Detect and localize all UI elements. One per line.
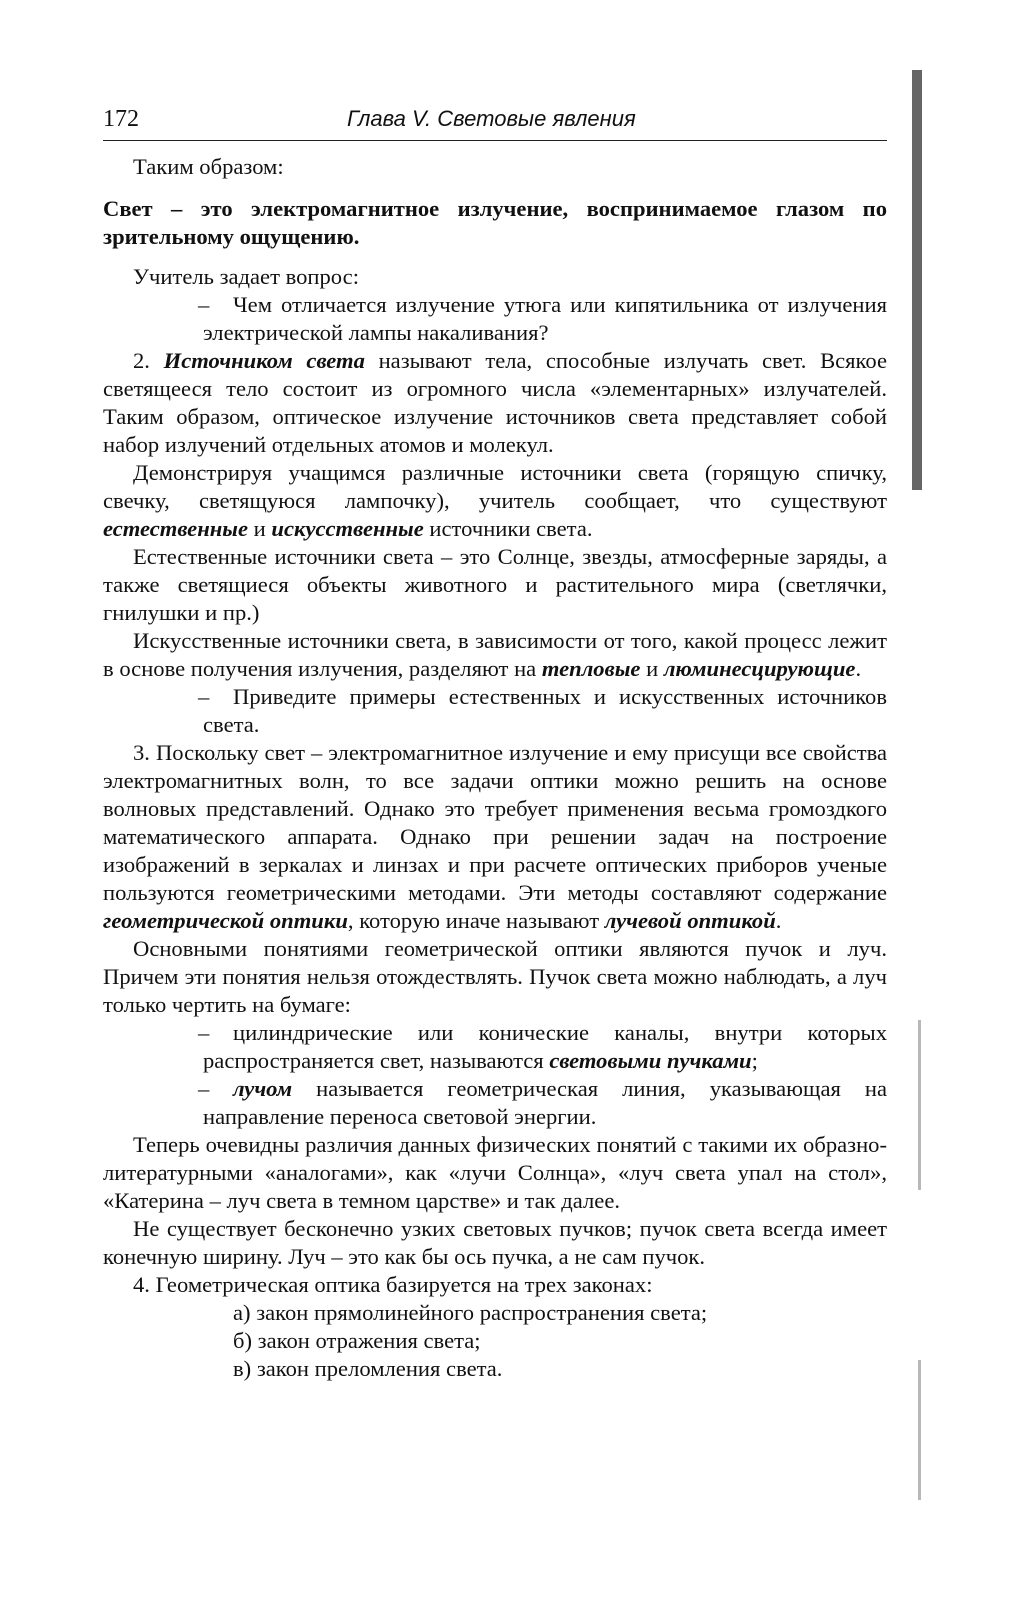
paragraph-text: Демонстрируя учащимся различные источники света (горящую спичку, свечку, светящуюся лампочку), учитель сообщает, что существуют xyxy=(103,460,887,513)
paragraph-artificial-sources xyxy=(103,627,887,683)
paragraph-beam-width: Не существует бесконечно узких световых пучков; пучок света всегда имеет конечную ширину. Луч – это как бы ось пучка, а не сам пучок. xyxy=(103,1216,887,1269)
conjunction: и xyxy=(646,656,659,681)
question-text: Приведите примеры естественных и искусственных источников света. xyxy=(203,684,887,737)
paragraph-analogies: Теперь очевидны различия данных физических понятий с такими их образно-литературными «аналогами», как «лучи Солнца», «луч света упал на стол», «Катерина – луч света в темном царстве» и так далее. xyxy=(103,1132,887,1213)
conjunction: и xyxy=(253,516,266,541)
dash-marker: – xyxy=(198,292,210,317)
definition-light: Свет – это электромагнитное излучение, воспринимаемое глазом по зрительному ощущению. xyxy=(103,196,887,249)
dash-marker: – xyxy=(198,1076,210,1101)
dash-marker: – xyxy=(198,1020,210,1045)
scan-edge-shadow xyxy=(918,1360,921,1500)
paragraph-intro: Таким образом: xyxy=(133,154,284,179)
list-text: цилиндрические или конические каналы, внутри которых распространяется свет, называются xyxy=(203,1020,887,1073)
list-item xyxy=(103,1075,887,1131)
term-geometric-optics: геометрической оптики xyxy=(103,908,348,933)
term-thermal: тепловые xyxy=(541,656,641,681)
paragraph-light-sources xyxy=(103,347,887,459)
paragraph-text: называют тела, способные излучать свет. Всякое светящееся тело состоит из огромного числа «элементарных» излучателей. Таким образом, оптическое излучение источников света представляет собой набор излучений отдельных атомов и молекул. xyxy=(103,348,887,457)
paragraph-demonstration xyxy=(103,459,887,543)
paragraph-teacher-question: Учитель задает вопрос: xyxy=(133,264,359,289)
dash-marker: – xyxy=(198,684,210,709)
question-item xyxy=(103,291,887,347)
term-light-beams: световыми пучками xyxy=(549,1048,752,1073)
question-item xyxy=(103,683,887,739)
law-item: а) закон прямолинейного распространения света; xyxy=(233,1300,708,1325)
list-item xyxy=(103,1019,887,1075)
question-text: Чем отличается излучение утюга или кипятильника от излучения электрической лампы накаливания? xyxy=(203,292,887,345)
paragraph-text: , которую иначе называют xyxy=(347,908,600,933)
term-natural: естественные xyxy=(103,516,249,541)
page-body xyxy=(103,144,887,1383)
list-text: называется геометрическая линия, указывающая на направление переноса световой энергии. xyxy=(203,1076,887,1129)
section-number: 2. xyxy=(133,348,150,373)
page-number: 172 xyxy=(103,106,139,132)
running-title: Глава V. Световые явления xyxy=(347,106,636,131)
paragraph-natural-sources: Естественные источники света – это Солнце, звезды, атмосферные заряды, а также светящиеся объекты животного и растительного мира (светлячки, гнилушки и пр.) xyxy=(103,544,887,625)
page-header xyxy=(103,104,887,141)
term-light-source: Источником света xyxy=(163,348,365,373)
period: . xyxy=(855,656,862,681)
law-item: б) закон отражения света; xyxy=(233,1328,481,1353)
paragraph-geometric-optics xyxy=(103,739,887,935)
period: . xyxy=(775,908,782,933)
semicolon: ; xyxy=(751,1048,758,1073)
paragraph-beam-and-ray: Основными понятиями геометрической оптики являются пучок и луч. Причем эти понятия нельзя отождествлять. Пучок света можно наблюдать, а луч только чертить на бумаге: xyxy=(103,936,887,1017)
term-artificial: искусственные xyxy=(271,516,424,541)
paragraph-text: 3. Поскольку свет – электромагнитное излучение и ему присущи все свойства электромагнитных волн, то все задачи оптики можно решить на основе волновых представлений. Однако это требует применения весьма громоздкого математического аппарата. Однако при решении задач на построение изображений в зеркалах и линзах и при расчете оптических приборов ученые пользуются геометрическими методами. Эти методы составляют содержание xyxy=(103,740,887,905)
scan-edge-shadow xyxy=(912,70,922,490)
term-ray: лучом xyxy=(233,1076,293,1101)
paragraph-text: источники света. xyxy=(429,516,593,541)
scan-edge-shadow xyxy=(918,1020,921,1190)
term-ray-optics: лучевой оптикой xyxy=(604,908,776,933)
paragraph-laws-intro: 4. Геометрическая оптика базируется на трех законах: xyxy=(133,1272,653,1297)
law-item: в) закон преломления света. xyxy=(233,1356,503,1381)
term-luminescent: люминесцирующие xyxy=(663,656,856,681)
paragraph-text: Искусственные источники света, в зависимости от того, какой процесс лежит в основе получения излучения, разделяют на xyxy=(103,628,887,681)
